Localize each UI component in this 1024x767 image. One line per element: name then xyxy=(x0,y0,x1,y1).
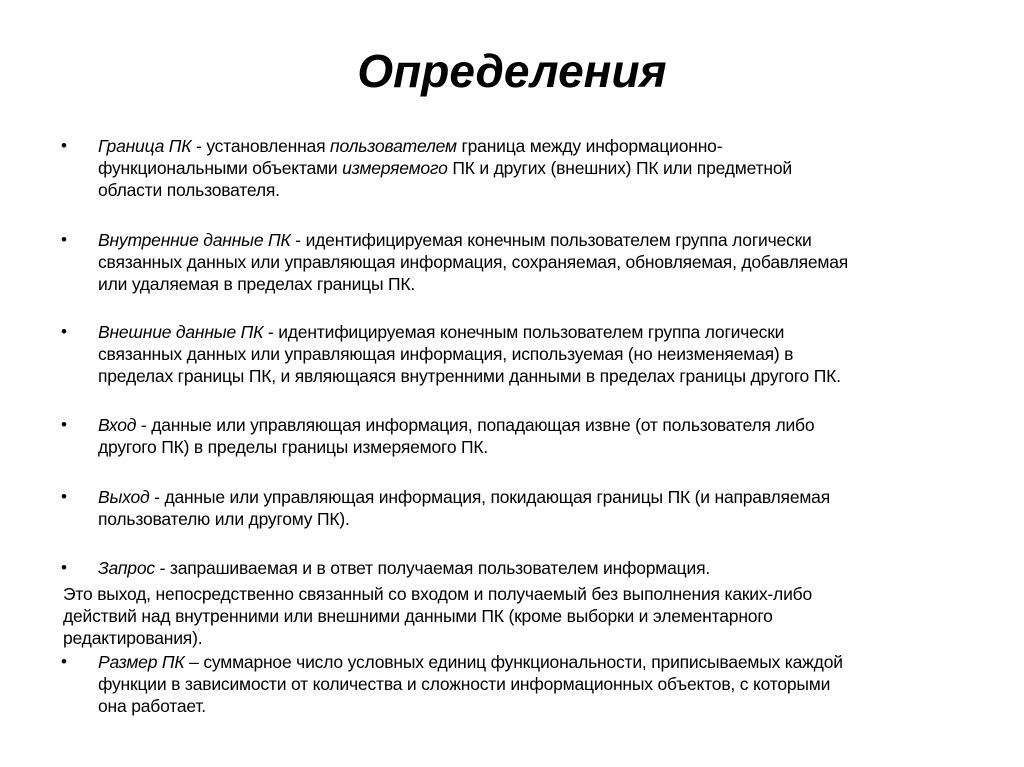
body-text: граница между информационно- xyxy=(456,136,723,156)
body-text: ПК и других (внешних) ПК или предметной xyxy=(447,158,792,178)
text-line xyxy=(98,557,710,579)
text-line xyxy=(63,583,812,605)
term-text: Граница ПК xyxy=(98,136,192,156)
text-line xyxy=(63,627,812,649)
term-text: Запрос xyxy=(98,558,155,578)
body-text: пользователю или другому ПК). xyxy=(98,509,350,529)
text-line xyxy=(98,673,843,695)
body-text: – суммарное число условных единиц функциональности, приписываемых каждой xyxy=(184,652,843,672)
bullet-icon: • xyxy=(61,322,67,341)
body-text: другого ПК) в пределы границы измеряемого ПК. xyxy=(98,437,489,457)
body-text: связанных данных или управляющая информация, сохраняемая, обновляемая, добавляемая xyxy=(98,252,849,272)
definition-item xyxy=(61,651,843,717)
term-text: Размер ПК xyxy=(98,652,185,672)
text-line xyxy=(98,508,830,530)
text-line xyxy=(98,229,848,251)
bullet-icon: • xyxy=(61,415,67,434)
text-line xyxy=(63,605,812,627)
text-line xyxy=(98,486,830,508)
definition-item xyxy=(61,135,792,201)
body-text: - установленная xyxy=(191,136,331,156)
body-text: или удаляемая в пределах границы ПК. xyxy=(98,274,416,294)
definition-item xyxy=(61,321,841,387)
definition-item xyxy=(61,557,711,579)
text-line xyxy=(98,414,814,436)
term-text: Вход xyxy=(98,415,137,435)
body-text: она работает. xyxy=(98,696,206,716)
text-line xyxy=(98,157,792,179)
body-text: области пользователя. xyxy=(98,180,280,200)
text-line xyxy=(98,273,848,295)
bullet-icon: • xyxy=(61,652,67,671)
term-text: пользователем xyxy=(330,136,457,156)
text-line xyxy=(98,179,792,201)
body-text: Это выход, непосредственно связанный со входом и получаемый без выполнения каких-либо xyxy=(63,584,813,604)
text-line xyxy=(98,651,843,673)
term-text: измеряемого xyxy=(342,158,448,178)
body-text: связанных данных или управляющая информация, используемая (но неизменяемая) в xyxy=(98,344,794,364)
definition-item xyxy=(61,414,815,458)
text-line xyxy=(98,135,792,157)
body-text: - данные или управляющая информация, покидающая границы ПК (и направляемая xyxy=(149,487,830,507)
definition-item xyxy=(61,486,830,530)
slide-title: Определения xyxy=(357,45,667,97)
term-text: Внутренние данные ПК xyxy=(98,230,291,250)
text-line xyxy=(98,321,841,343)
text-line xyxy=(98,365,841,387)
term-text: Внешние данные ПК xyxy=(98,322,264,342)
definition-note xyxy=(63,583,812,649)
body-text: действий над внутренними или внешними данными ПК (кроме выборки и элементарного xyxy=(63,606,773,626)
body-text: редактирования). xyxy=(63,628,203,648)
term-text: Выход xyxy=(98,487,150,507)
body-text: функции в зависимости от количества и сложности информационных объектов, с которыми xyxy=(98,674,831,694)
bullet-icon: • xyxy=(61,230,67,249)
bullet-icon: • xyxy=(61,558,67,577)
text-line xyxy=(98,251,848,273)
text-line xyxy=(98,695,843,717)
body-text: - запрашиваемая и в ответ получаемая пользователем информация. xyxy=(154,558,711,578)
body-text: функциональными объектами xyxy=(98,158,343,178)
definition-item xyxy=(61,229,849,295)
text-line xyxy=(98,436,814,458)
body-text: - идентифицируемая конечным пользователем группа логически xyxy=(290,230,812,250)
body-text: пределах границы ПК, и являющаяся внутренними данными в пределах границы другого ПК. xyxy=(98,366,841,386)
bullet-icon: • xyxy=(61,487,67,506)
bullet-icon: • xyxy=(61,136,67,155)
text-line xyxy=(98,343,841,365)
body-text: - данные или управляющая информация, попадающая извне (от пользователя либо xyxy=(136,415,815,435)
body-text: - идентифицируемая конечным пользователем группа логически xyxy=(263,322,785,342)
